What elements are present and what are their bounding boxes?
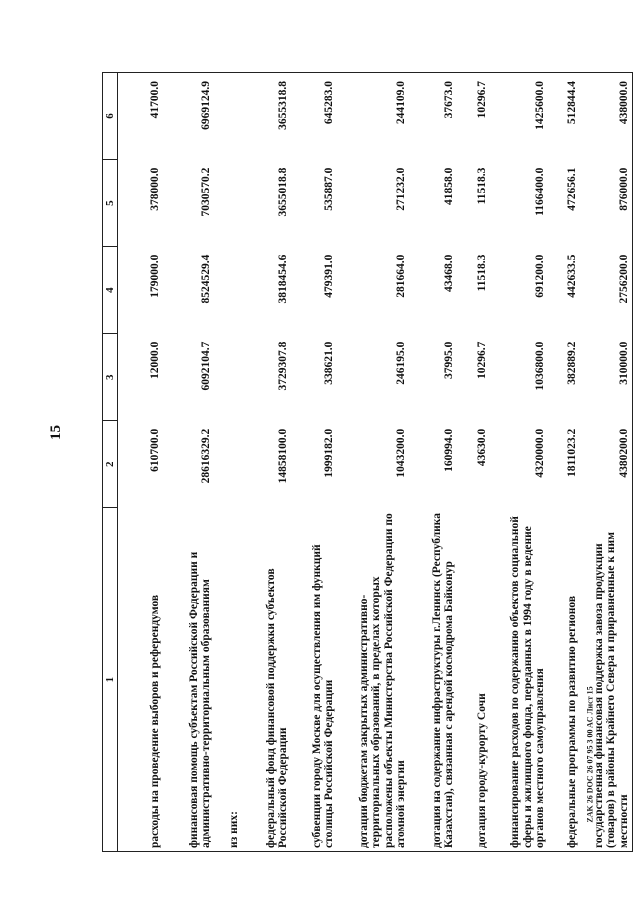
- table-cell: 3818454.6: [277, 254, 289, 304]
- header-row: [103, 73, 118, 852]
- page-number: 15: [48, 425, 64, 440]
- table-cell: 610700.0: [149, 428, 161, 472]
- column-header: 3: [103, 334, 118, 421]
- table-cell: 41700.0: [118, 73, 164, 160]
- column-header: 5: [103, 160, 118, 247]
- table-cell: 43468.0: [443, 254, 455, 292]
- table-cell: [215, 334, 243, 421]
- row-description-text: финансовая помощь субъектам Российской Федерации и административно-территориальным образованиям: [187, 551, 212, 848]
- table-cell: 179000.0: [149, 254, 161, 298]
- table-cell: 41858.0: [443, 167, 455, 205]
- table-cell: 10296.7: [476, 341, 488, 380]
- table-cell: 1425600.0: [491, 73, 549, 160]
- table-cell: 442633.5: [566, 254, 578, 298]
- table-cell: 378000.0: [149, 167, 161, 211]
- table-cell: 7030570.2: [200, 167, 212, 217]
- table-cell: 1999182.0: [323, 428, 335, 478]
- column-header: 1: [103, 508, 118, 852]
- row-description-text: из них:: [228, 811, 240, 848]
- table-cell: 11518.3: [476, 254, 488, 292]
- budget-table: [102, 72, 633, 852]
- table-cell: 6969124.9: [164, 73, 215, 160]
- table-cell: 3655318.8: [243, 73, 292, 160]
- table-cell: 11518.3: [476, 167, 488, 205]
- table-cell: 43630.0: [476, 428, 488, 467]
- table-row: [164, 73, 215, 852]
- row-description-text: расходы на проведение выборов и референдумов: [149, 594, 161, 848]
- table-row: [549, 73, 581, 852]
- row-description-text: федеральный фонд финансовой поддержки субъектов Российской Федерации: [264, 568, 289, 848]
- row-description: [549, 508, 581, 852]
- document-footer: ZAK 26 DOC 26 07 95 3 00 AC Лист 15: [585, 686, 595, 823]
- table-cell: 382889.2: [566, 341, 578, 385]
- table-cell: 244109.0: [338, 73, 410, 160]
- table-cell: 512844.4: [549, 73, 581, 160]
- row-description: [410, 508, 458, 852]
- row-description-text: субвенции городу Москве для осуществления им функций столицы Российской Федерации: [310, 544, 335, 848]
- table-row: [491, 73, 549, 852]
- table-cell: 3655018.8: [277, 167, 289, 217]
- row-description-text: государственная финансовая поддержка завоза продукции (товаров) в районы Крайнего Севера и приравненные к ним местности: [592, 532, 630, 848]
- row-description: [491, 508, 549, 852]
- table-cell: 338621.0: [323, 341, 335, 385]
- table-cell: 472656.1: [566, 167, 578, 211]
- table-cell: 691200.0: [534, 254, 546, 298]
- row-description: [243, 508, 292, 852]
- table-cell: 28616329.2: [200, 428, 212, 484]
- column-header: 2: [103, 421, 118, 508]
- table-cell: 4320000.0: [534, 428, 546, 478]
- row-description-text: дотации бюджетам закрытых административно-территориальных образований, в пределах которых расположены объекты Министерства Российской Федерации по атомной энергии: [357, 513, 407, 848]
- row-description: [458, 508, 491, 852]
- row-description: [338, 508, 410, 852]
- row-description: [164, 508, 215, 852]
- table-row: [338, 73, 410, 852]
- table-cell: 1166400.0: [534, 167, 546, 216]
- row-description-text: федеральные программы по развитию регионов: [566, 595, 578, 848]
- table-cell: 876000.0: [581, 160, 633, 247]
- table-cell: 14858100.0: [277, 428, 289, 484]
- table-row: [458, 73, 491, 852]
- table-cell: 2756200.0: [581, 247, 633, 334]
- table-cell: 281664.0: [395, 254, 407, 298]
- table-cell: 6092104.7: [200, 341, 212, 391]
- column-header: 4: [103, 247, 118, 334]
- table-cell: 1043200.0: [395, 428, 407, 478]
- table-cell: 4380200.0: [581, 421, 633, 508]
- row-description: [292, 508, 338, 852]
- row-description-text: дотация городу-курорту Сочи: [476, 693, 488, 848]
- row-description-text: финансирование расходов по содержанию объектов социальной сферы и жилищного фонда, переданных в 1994 году в ведение органов местного самоуправления: [509, 516, 546, 848]
- table-cell: 3729307.8: [277, 341, 289, 391]
- table-row: [215, 73, 243, 852]
- row-description: [118, 508, 164, 852]
- table-cell: 160994.0: [443, 428, 455, 472]
- table-row: [243, 73, 292, 852]
- table-cell: 645283.0: [292, 73, 338, 160]
- column-header: 6: [103, 73, 118, 160]
- table-cell: 310000.0: [581, 334, 633, 421]
- table-cell: 479391.0: [323, 254, 335, 298]
- rotated-table-wrapper: [102, 72, 630, 852]
- table-cell: [215, 73, 243, 160]
- table-cell: 438000.0: [581, 73, 633, 160]
- table-cell: 10296.7: [458, 73, 491, 160]
- table-row: [118, 73, 164, 852]
- table-cell: [215, 247, 243, 334]
- table-cell: 37673.0: [410, 73, 458, 160]
- table-cell: 37995.0: [443, 341, 455, 380]
- table-cell: 8524529.4: [200, 254, 212, 304]
- table-row: [292, 73, 338, 852]
- row-description: [215, 508, 243, 852]
- table-cell: [215, 160, 243, 247]
- row-description-text: дотация на содержание инфраструктуры г.Ленинск (Республика Казахстан), связанная с арендой космодрома Байконур: [430, 513, 455, 848]
- table-cell: 271232.0: [395, 167, 407, 211]
- table-cell: 1036800.0: [534, 341, 546, 391]
- table-cell: 535887.0: [323, 167, 335, 211]
- table-cell: 12000.0: [149, 341, 161, 380]
- table-cell: 1811023.2: [566, 428, 578, 477]
- table-cell: 246195.0: [395, 341, 407, 385]
- table-cell: [215, 421, 243, 508]
- table-row: [410, 73, 458, 852]
